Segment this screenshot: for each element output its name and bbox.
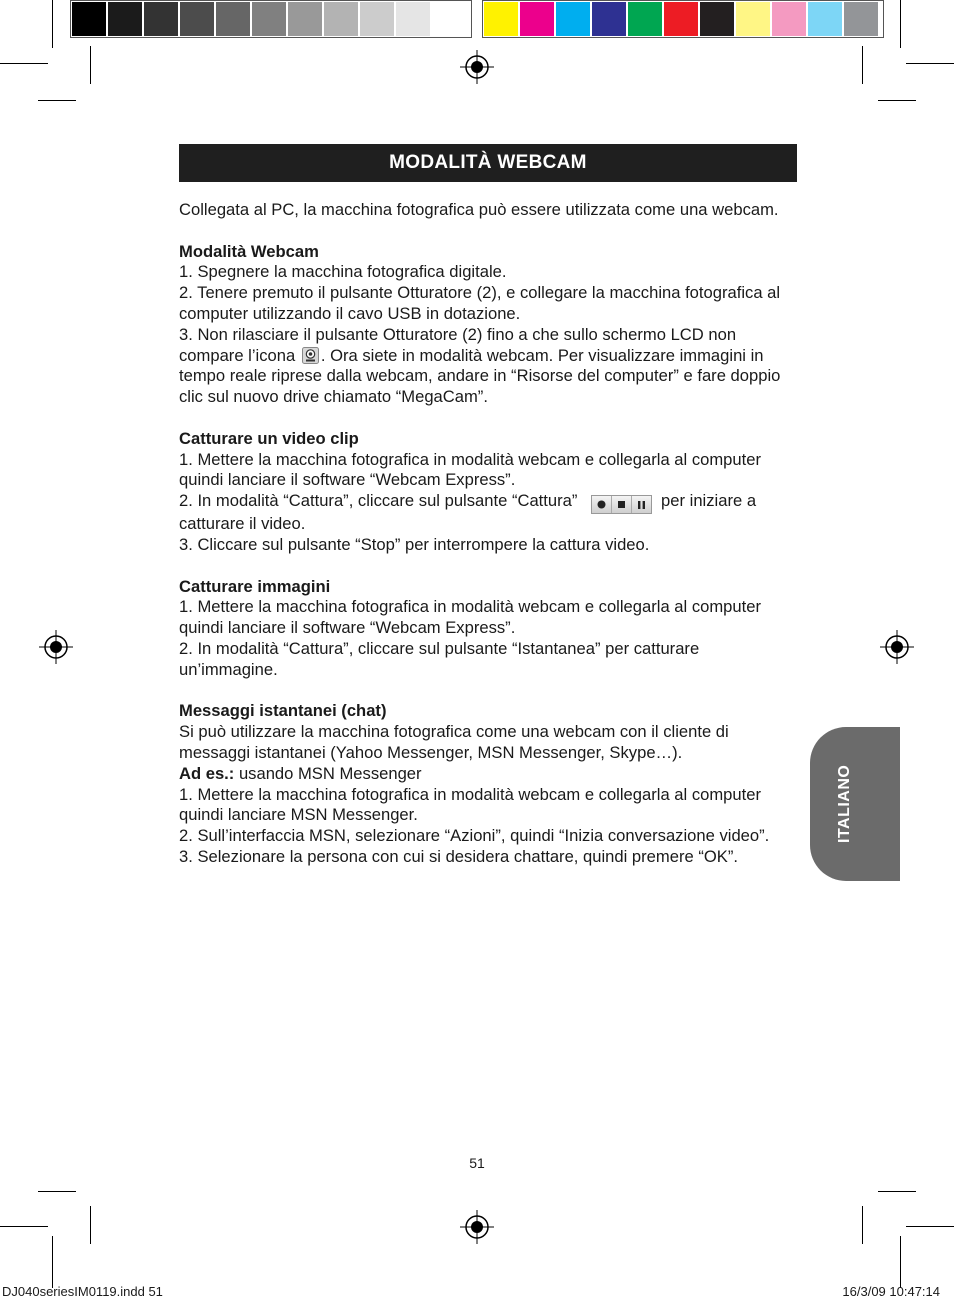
registration-mark-icon [460, 50, 494, 84]
process-swatch [520, 2, 554, 36]
registration-mark-icon [460, 1210, 494, 1244]
images-step-2: 2. In modalità “Cattura”, cliccare sul pulsante “Istantanea” per catturare un’immagine. [179, 638, 700, 679]
process-swatch [700, 2, 734, 36]
chat-example-text: usando MSN Messenger [234, 763, 422, 783]
process-swatch [808, 2, 842, 36]
section-heading-video-clip: Catturare un video clip [179, 428, 359, 448]
footer-file-info: DJ040seriesIM0119.indd 51 [2, 1284, 163, 1299]
video-step-2-text-a: 2. In modalità “Cattura”, cliccare sul pulsante “Cattura” [179, 491, 578, 511]
process-swatch [772, 2, 806, 36]
grayscale-swatch [180, 2, 214, 36]
process-swatch [484, 2, 518, 36]
webcam-step-3-text-a: 3. Non rilasciare il pulsante Otturatore (2) fino a che sullo schermo LCD non compare l’icona [179, 324, 737, 365]
intro-text: Collegata al PC, la macchina fotografica può essere utilizzata come una webcam. [179, 200, 779, 219]
registration-mark-icon [39, 630, 73, 664]
language-tab [810, 727, 900, 881]
webcam-icon [302, 347, 319, 364]
grayscale-swatch [144, 2, 178, 36]
chat-step-2: 2. Sull’interfaccia MSN, selezionare “Azioni”, quindi “Inizia conversazione video”. [179, 826, 770, 846]
process-swatch [664, 2, 698, 36]
chat-step-3: 3. Selezionare la persona con cui si desidera chattare, quindi premere “OK”. [179, 846, 738, 866]
video-step-2 [179, 491, 799, 535]
grayscale-swatch [288, 2, 322, 36]
record-icon [592, 496, 612, 513]
webcam-step-2: 2. Tenere premuto il pulsante Otturatore (2), e collegare la macchina fotografica al computer utilizzando il cavo USB in dotazione. [179, 283, 781, 323]
process-swatch [736, 2, 770, 36]
stop-icon [612, 496, 632, 513]
grayscale-swatch [108, 2, 142, 36]
section-heading-webcam-mode: Modalità Webcam [179, 241, 319, 261]
chat-example-label: Ad es.: [179, 763, 235, 783]
webcam-step-3 [179, 325, 799, 408]
page-number: 51 [469, 1155, 485, 1171]
section-heading-images: Catturare immagini [179, 576, 331, 596]
images-step-1: 1. Mettere la macchina fotografica in modalità webcam e collegarla al computer quindi lanciare il software “Webcam Express”. [179, 597, 761, 638]
process-swatch [628, 2, 662, 36]
page-title: MODALITÀ WEBCAM [179, 144, 797, 182]
pause-icon [632, 496, 651, 513]
footer-timestamp: 16/3/09 10:47:14 [842, 1284, 940, 1299]
grayscale-swatch [216, 2, 250, 36]
main-content [179, 200, 799, 868]
webcam-step-3-text-b: . Ora siete in modalità webcam. Per visualizzare immagini in tempo reale riprese dalla webcam, andare in “Risorse del computer” e fare doppio clic sul nuovo drive chiamato “MegaCam”. [179, 345, 781, 407]
grayscale-swatch [252, 2, 286, 36]
section-heading-chat: Messaggi istantanei (chat) [179, 701, 387, 721]
grayscale-swatch [396, 2, 430, 36]
process-swatch [592, 2, 626, 36]
video-step-2-text-b: per iniziare a catturare il video. [179, 491, 757, 534]
process-swatch [844, 2, 878, 36]
grayscale-swatch [432, 2, 466, 36]
capture-controls [591, 495, 652, 514]
webcam-step-1: 1. Spegnere la macchina fotografica digitale. [179, 262, 507, 282]
grayscale-swatch [72, 2, 106, 36]
process-swatch [556, 2, 590, 36]
grayscale-swatch [360, 2, 394, 36]
video-step-3: 3. Cliccare sul pulsante “Stop” per interrompere la cattura video. [179, 534, 650, 554]
chat-example [179, 764, 799, 785]
chat-step-1: 1. Mettere la macchina fotografica in modalità webcam e collegarla al computer quindi lanciare MSN Messenger. [179, 784, 761, 825]
language-tab-label: ITALIANO [836, 764, 853, 843]
grayscale-swatch [324, 2, 358, 36]
video-step-1: 1. Mettere la macchina fotografica in modalità webcam e collegarla al computer quindi lanciare il software “Webcam Express”. [179, 449, 761, 490]
chat-body: Si può utilizzare la macchina fotografica come una webcam con il cliente di messaggi istantanei (Yahoo Messenger, MSN Messenger, Skype…). [179, 722, 729, 762]
registration-mark-icon [880, 630, 914, 664]
